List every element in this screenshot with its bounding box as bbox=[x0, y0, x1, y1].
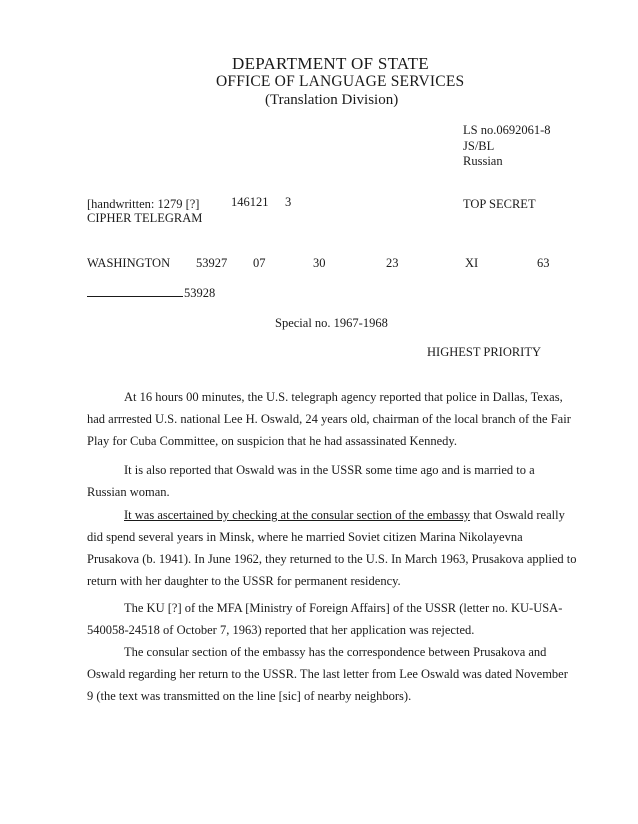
paragraph-5: The consular section of the embassy has the correspondence between Prusakova and Oswald regarding her return to the USSR. The last letter from Lee Oswald was dated November 9 (the text was transmitted on the line [sic] of nearby neighbors). bbox=[87, 645, 568, 703]
language: Russian bbox=[463, 154, 503, 168]
priority: HIGHEST PRIORITY bbox=[427, 345, 542, 359]
paragraph-4: The KU [?] of the MFA [Ministry of Foreign Affairs] of the USSR (letter no. KU-USA-540058-24518 of October 7, 1963) reported that her application was rejected. bbox=[87, 601, 563, 637]
division-title: (Translation Division) bbox=[265, 92, 399, 108]
office-title: OFFICE OF LANGUAGE SERVICES bbox=[216, 73, 465, 90]
department-title: DEPARTMENT OF STATE bbox=[232, 54, 429, 73]
telegram-type: CIPHER TELEGRAM bbox=[87, 211, 203, 225]
dispatch-code-1: 53927 bbox=[196, 256, 228, 270]
second-number: 53928 bbox=[184, 286, 216, 300]
ls-number: LS no.0692061-8 bbox=[463, 123, 551, 137]
dispatch-code-2: 07 bbox=[253, 256, 266, 270]
telegram-number: 146121 bbox=[231, 195, 269, 209]
blank-line bbox=[87, 286, 183, 297]
paragraph-1: At 16 hours 00 minutes, the U.S. telegraph agency reported that police in Dallas, Texas, had arrrested U.S. national Lee H. Oswald, 24 years old, chairman of the local branch of the Fair Play for Cuba Committee, on suspicion that he had assassinated Kennedy. bbox=[87, 390, 571, 448]
dispatch-city: WASHINGTON bbox=[87, 256, 171, 270]
dispatch-code-4: 23 bbox=[386, 256, 399, 270]
dispatch-code-5: XI bbox=[465, 256, 479, 270]
classification: TOP SECRET bbox=[463, 197, 536, 211]
special-number: Special no. 1967-1968 bbox=[275, 316, 388, 330]
telegram-sub-number: 3 bbox=[285, 195, 292, 209]
second-number-line bbox=[87, 286, 215, 301]
handwritten-note: [handwritten: 1279 [?] bbox=[87, 197, 200, 211]
paragraph-2: It is also reported that Oswald was in the USSR some time ago and is married to a Russian woman. bbox=[87, 463, 535, 499]
dispatch-code-3: 30 bbox=[313, 256, 326, 270]
paragraph-3-rest: that Oswald really did spend several years in Minsk, where he married Soviet citizen Marina Nikolayevna Prusakova (b. 1941). In June 1962, they returned to the U.S. In March 1963, Prusakova applied to return with her daughter to the USSR for permanent residency. bbox=[87, 508, 577, 588]
dispatch-code-6: 63 bbox=[537, 256, 550, 270]
initials: JS/BL bbox=[463, 139, 495, 153]
paragraph-3 bbox=[87, 504, 577, 592]
paragraph-3-underlined: It was ascertained by checking at the consular section of the embassy bbox=[124, 508, 471, 522]
